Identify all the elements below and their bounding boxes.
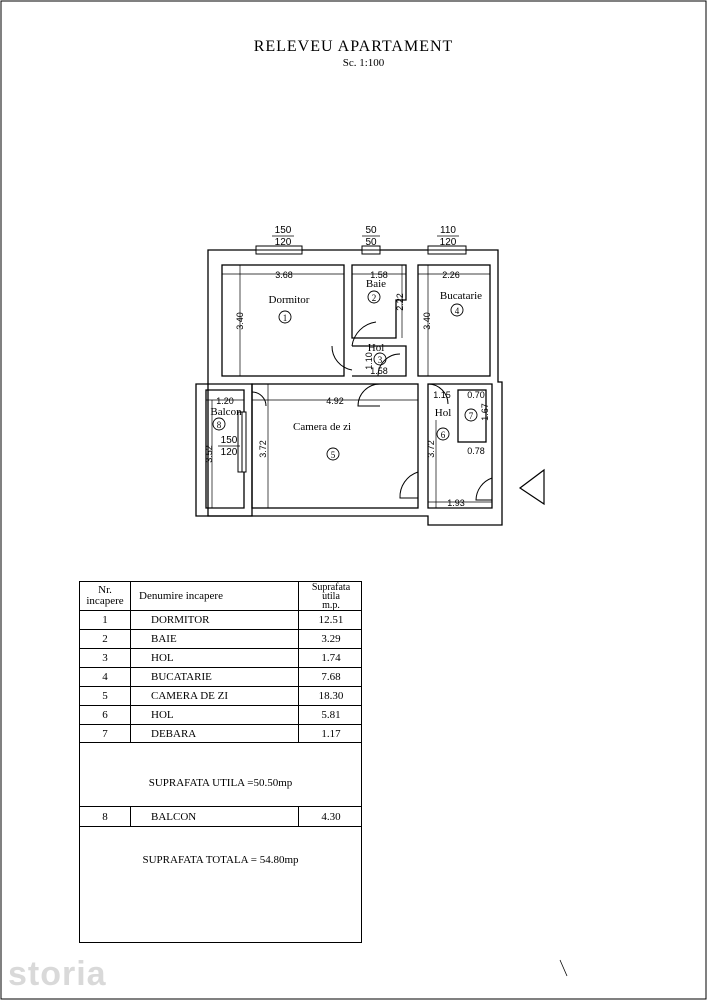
- row-name: DORMITOR: [151, 614, 210, 626]
- row-nr: 3: [80, 649, 131, 667]
- dimension-label: 4.92: [326, 396, 344, 406]
- header-area: [298, 582, 363, 610]
- dimension-label: 3.72: [426, 440, 436, 458]
- row-area: 18.30: [298, 687, 363, 705]
- dimension-labels: [204, 270, 490, 508]
- row-name: DEBARA: [151, 727, 197, 740]
- window-label-top: 50: [365, 225, 377, 236]
- dimension-label: 1.67: [480, 403, 490, 421]
- row-name: HOL: [151, 652, 174, 664]
- dimension-label: 3.52: [204, 445, 214, 463]
- row-name: BALCON: [151, 810, 197, 823]
- table-row: [80, 630, 361, 649]
- room-number: 3: [377, 355, 383, 365]
- dimension-label: 1.58: [370, 366, 388, 376]
- dimension-label: 0.78: [467, 446, 485, 456]
- room-number: 1: [282, 313, 288, 323]
- window-label-bottom: 120: [439, 237, 457, 248]
- header-nr-line1: Nr.: [98, 584, 112, 596]
- room-name-hol: Hol: [434, 407, 452, 419]
- header-area-line2: utila: [322, 590, 340, 602]
- header-area-line1: Suprafata: [311, 581, 351, 593]
- header-name: Denumire incapere: [139, 590, 223, 602]
- dimension-label: 1.20: [216, 396, 234, 406]
- dimension-label: 3.72: [258, 440, 268, 458]
- watermark-logo: storia: [8, 955, 107, 993]
- window-label-top: 110: [440, 225, 456, 236]
- dimension-label: 2.22: [395, 293, 405, 311]
- room-number: 4: [454, 306, 460, 316]
- row-nr: 1: [80, 611, 131, 629]
- table-row: [80, 649, 361, 668]
- dimension-label: 1.93: [447, 498, 465, 508]
- row-area: 1.74: [298, 649, 363, 667]
- table-row: [80, 687, 361, 706]
- row-name: BUCATARIE: [151, 671, 212, 683]
- room-number: 6: [440, 430, 446, 440]
- header-area-line3: m.p.: [322, 599, 340, 611]
- window-label-bottom: 50: [365, 237, 377, 248]
- room-number: 8: [216, 420, 222, 430]
- window-label-top: 150: [274, 225, 292, 236]
- window-label-top: 150: [220, 435, 238, 446]
- table-row: [80, 725, 361, 743]
- room-name-balcon: Balcon: [210, 406, 242, 418]
- row-nr: 5: [80, 687, 131, 705]
- row-area: 7.68: [298, 668, 363, 686]
- table-header-row: [80, 582, 361, 611]
- row-area: 4.30: [298, 807, 363, 826]
- useful-total-row: [80, 743, 361, 807]
- room-name-camera: Camera de zi: [292, 421, 352, 433]
- row-nr: 8: [80, 807, 131, 826]
- table-row: [80, 668, 361, 687]
- dimension-label: 1.15: [433, 390, 451, 400]
- dimension-label: 0.70: [467, 390, 485, 400]
- dimension-label: 1.10: [364, 352, 374, 370]
- window-label-bottom: 120: [274, 237, 292, 248]
- room-name-baie: Baie: [365, 278, 387, 290]
- dimension-label: 3.40: [235, 312, 245, 330]
- row-area: 1.17: [298, 725, 363, 742]
- dimension-label: 3.40: [422, 312, 432, 330]
- dimension-label: 2.26: [442, 270, 460, 280]
- window-label-bottom: 120: [220, 447, 238, 458]
- table-row: [80, 706, 361, 725]
- room-labels: [210, 278, 482, 460]
- dimension-label: 1.58: [370, 270, 388, 280]
- row-name: CAMERA DE ZI: [151, 690, 228, 702]
- row-name: HOL: [151, 709, 174, 721]
- header-nr-line2: incapere: [86, 595, 124, 607]
- room-name-dormitor: Dormitor: [268, 294, 310, 306]
- table-row: [80, 807, 361, 827]
- row-area: 5.81: [298, 706, 363, 724]
- row-area: 12.51: [298, 611, 363, 629]
- room-number: 5: [330, 450, 336, 460]
- row-name: BAIE: [151, 633, 177, 645]
- room-number: 7: [468, 411, 474, 421]
- table-row: [80, 611, 361, 630]
- row-nr: 4: [80, 668, 131, 686]
- room-area-table: [79, 581, 362, 943]
- dimension-label: 3.68: [275, 270, 293, 280]
- room-name-hol: Hol: [367, 342, 385, 354]
- row-nr: 7: [80, 725, 131, 742]
- room-name-bucatarie: Bucatarie: [439, 290, 483, 302]
- pen-mark: [560, 960, 567, 976]
- row-nr: 6: [80, 706, 131, 724]
- room-number: 2: [371, 293, 377, 303]
- useful-total: SUPRAFATA UTILA =50.50mp: [148, 777, 293, 789]
- row-nr: 2: [80, 630, 131, 648]
- row-area: 3.29: [298, 630, 363, 648]
- drawing-scale: Sc. 1:100: [342, 57, 385, 69]
- entrance-arrow: [520, 470, 544, 504]
- grand-total: SUPRAFATA TOTALA = 54.80mp: [142, 854, 299, 866]
- header-nr: [80, 582, 131, 610]
- drawing-title: RELEVEU APARTAMENT: [253, 38, 454, 55]
